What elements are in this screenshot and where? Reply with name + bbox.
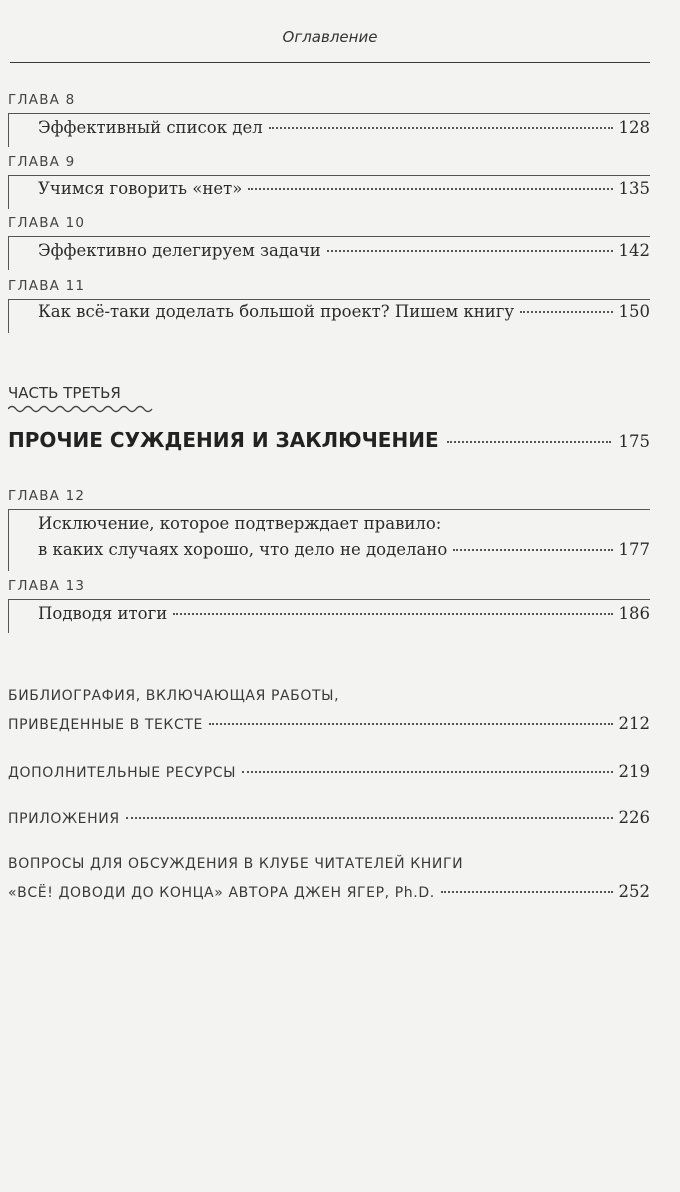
toc-entry-chapter-12[interactable] — [38, 540, 650, 559]
dot-leader — [520, 311, 612, 313]
dot-leader — [126, 817, 613, 819]
toc-entry-appendices[interactable] — [8, 808, 650, 827]
entry-title: Учимся говорить «нет» — [38, 179, 243, 198]
toc-entry-chapter-9[interactable] — [38, 179, 650, 198]
toc-entry-part-3[interactable] — [8, 428, 650, 452]
chapter-13-rule — [8, 599, 650, 600]
toc-entry-bibliography[interactable] — [8, 714, 650, 733]
toc-entry-chapter-13[interactable] — [38, 604, 650, 623]
entry-page-number: 252 — [618, 882, 650, 901]
entry-page-number: 212 — [618, 714, 650, 733]
header-rule — [10, 62, 650, 63]
part-3-label: ЧАСТЬ ТРЕТЬЯ — [8, 384, 121, 402]
entry-page-number: 219 — [618, 762, 650, 781]
chapter-11-label: ГЛАВА 11 — [8, 278, 86, 294]
chapter-9-label: ГЛАВА 9 — [8, 154, 76, 170]
chapter-8-vrule — [8, 113, 9, 147]
entry-title-line-2: в каких случаях хорошо, что дело не доделано — [38, 540, 448, 559]
entry-title: Как всё-таки доделать большой проект? Пишем книгу — [38, 302, 515, 321]
entry-title: ДОПОЛНИТЕЛЬНЫЕ РЕСУРСЫ — [8, 765, 237, 781]
running-header: Оглавление — [282, 28, 378, 46]
chapter-12-vrule — [8, 509, 9, 571]
chapter-8-rule — [8, 113, 650, 114]
toc-entry-chapter-10[interactable] — [38, 241, 650, 260]
chapter-10-rule — [8, 236, 650, 237]
entry-page-number: 226 — [618, 808, 650, 827]
chapter-13-label: ГЛАВА 13 — [8, 578, 86, 594]
dot-leader — [269, 127, 613, 129]
dot-leader — [242, 771, 612, 773]
questions-title-line-1: ВОПРОСЫ ДЛЯ ОБСУЖДЕНИЯ В КЛУБЕ ЧИТАТЕЛЕЙ КНИГИ — [8, 856, 464, 872]
dot-leader — [173, 613, 612, 615]
entry-page-number: 177 — [618, 540, 650, 559]
entry-page-number: 175 — [618, 432, 650, 451]
chapter-9-vrule — [8, 175, 9, 209]
chapter-12-rule — [8, 509, 650, 510]
dot-leader — [209, 723, 613, 725]
wavy-underline — [8, 404, 156, 414]
entry-page-number: 128 — [618, 118, 650, 137]
entry-title: Подводя итоги — [38, 604, 168, 623]
entry-title: ПРИЛОЖЕНИЯ — [8, 811, 120, 827]
entry-page-number: 135 — [618, 179, 650, 198]
chapter-10-label: ГЛАВА 10 — [8, 215, 86, 231]
toc-entry-resources[interactable] — [8, 762, 650, 781]
bibliography-title-line-1: БИБЛИОГРАФИЯ, ВКЛЮЧАЮЩАЯ РАБОТЫ, — [8, 688, 340, 704]
toc-entry-chapter-8[interactable] — [38, 118, 650, 137]
chapter-13-vrule — [8, 599, 9, 633]
entry-title-line-2: «ВСЁ! ДОВОДИ ДО КОНЦА» АВТОРА ДЖЕН ЯГЕР, Ph.D. — [8, 885, 435, 901]
dot-leader — [327, 250, 613, 252]
chapter-8-label: ГЛАВА 8 — [8, 92, 76, 108]
dot-leader — [453, 549, 612, 551]
entry-title-line-2: ПРИВЕДЕННЫЕ В ТЕКСТЕ — [8, 717, 203, 733]
chapter-9-rule — [8, 175, 650, 176]
entry-title-line-1: Исключение, которое подтверждает правило: — [38, 514, 442, 533]
chapter-11-rule — [8, 299, 650, 300]
chapter-11-vrule — [8, 299, 9, 333]
entry-title: Эффективно делегируем задачи — [38, 241, 321, 260]
entry-page-number: 142 — [618, 241, 650, 260]
dot-leader — [248, 188, 612, 190]
dot-leader — [447, 441, 611, 443]
chapter-12-label: ГЛАВА 12 — [8, 488, 86, 504]
entry-page-number: 150 — [618, 302, 650, 321]
part-title: ПРОЧИЕ СУЖДЕНИЯ И ЗАКЛЮЧЕНИЕ — [8, 428, 439, 452]
toc-entry-discussion-questions[interactable] — [8, 882, 650, 901]
entry-page-number: 186 — [618, 604, 650, 623]
dot-leader — [441, 891, 613, 893]
entry-title: Эффективный список дел — [38, 118, 263, 137]
toc-entry-chapter-11[interactable] — [38, 302, 650, 321]
chapter-10-vrule — [8, 236, 9, 270]
